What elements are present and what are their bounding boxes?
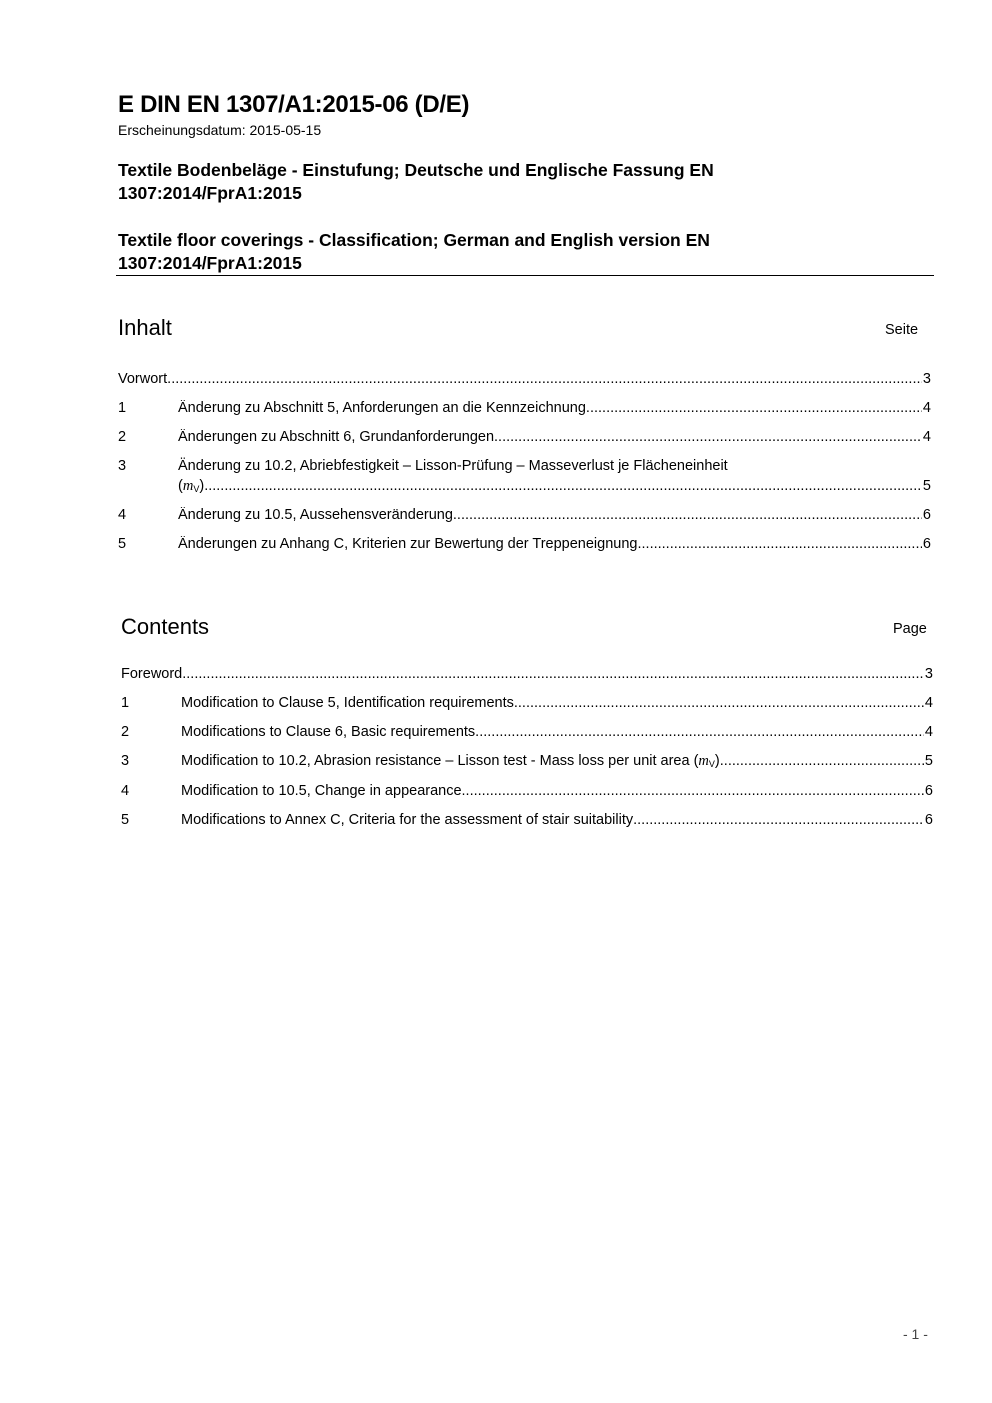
subscript-v: V <box>193 484 200 494</box>
toc-entry-page: 6 <box>924 783 933 799</box>
toc-entry-text: Foreword <box>121 666 183 682</box>
toc-entry-5[interactable] <box>118 536 931 556</box>
subscript-v: V <box>708 759 715 769</box>
toc-entry-text: Modifications to Clause 6, Basic requirements <box>181 724 476 740</box>
toc-entry-number: 5 <box>118 536 127 552</box>
toc-entry-page: 3 <box>922 371 931 387</box>
toc-entry-text: Änderungen zu Anhang C, Kriterien zur Bewertung der Treppeneignung <box>178 536 638 552</box>
toc-entry-text: Änderungen zu Abschnitt 6, Grundanforderungen <box>178 429 495 445</box>
title-german: Textile Bodenbeläge - Einstufung; Deutsche und Englische Fassung EN 1307:2014/FprA1:2015 <box>118 160 714 203</box>
toc-entry-3[interactable] <box>121 753 933 773</box>
dot-leader <box>637 536 921 552</box>
dot-leader <box>586 400 922 416</box>
text-close-paren: ) <box>714 753 720 769</box>
toc-entry-page: 6 <box>924 812 933 828</box>
toc-entry-4[interactable] <box>118 507 931 527</box>
toc-entry-page: 5 <box>922 478 931 494</box>
toc-entry-1[interactable] <box>121 695 933 715</box>
toc-entry-number: 4 <box>121 783 130 799</box>
toc-entry-text: Vorwort <box>118 371 168 387</box>
toc-entry-page: 3 <box>924 666 933 682</box>
page-number: - 1 - <box>903 1326 928 1342</box>
toc-entry-page: 5 <box>924 753 933 769</box>
document-title: E DIN EN 1307/A1:2015-06 (D/E) <box>118 91 470 118</box>
toc-entry-foreword[interactable] <box>118 371 931 391</box>
toc-entry-number: 2 <box>121 724 130 740</box>
dot-leader <box>633 812 924 828</box>
toc-entry-number: 3 <box>118 458 127 474</box>
toc-entry-text-line1: Änderung zu 10.2, Abriebfestigkeit – Lisson-Prüfung – Masseverlust je Flächeneinheit <box>178 458 728 474</box>
toc-page-label-seite: Seite <box>885 322 919 338</box>
toc-entry-2[interactable] <box>121 724 933 744</box>
publication-date: Erscheinungsdatum: 2015-05-15 <box>118 122 322 138</box>
toc-heading-inhalt: Inhalt <box>118 315 172 340</box>
toc-entry-foreword[interactable] <box>121 666 933 686</box>
toc-entry-text: Modifications to Annex C, Criteria for the assessment of stair suitability <box>181 812 634 828</box>
toc-entry-text: Modification to Clause 5, Identification requirements <box>181 695 514 711</box>
toc-entry-number: 1 <box>121 695 130 711</box>
toc-entry-number: 4 <box>118 507 127 523</box>
toc-entry-number: 2 <box>118 429 127 445</box>
toc-entry-page: 4 <box>924 724 933 740</box>
header-divider <box>116 275 934 276</box>
toc-entry-page: 6 <box>922 536 931 552</box>
toc-entry-2[interactable] <box>118 429 931 449</box>
toc-entry-text: Änderung zu Abschnitt 5, Anforderungen an die Kennzeichnung <box>178 400 586 416</box>
text-close-paren: ) <box>199 478 205 494</box>
toc-entry-number: 1 <box>118 400 127 416</box>
dot-leader <box>494 429 922 445</box>
toc-entry-3[interactable] <box>118 458 931 498</box>
toc-entry-4[interactable] <box>121 783 933 803</box>
title-english: Textile floor coverings - Classification; German and English version EN 1307:2014/FprA1:2015 <box>118 230 710 273</box>
toc-entry-page: 4 <box>922 400 931 416</box>
toc-entry-text: Änderung zu 10.5, Aussehensveränderung <box>178 507 453 523</box>
toc-page-label-page: Page <box>893 621 927 637</box>
dot-leader <box>204 478 922 494</box>
dot-leader <box>453 507 922 523</box>
toc-entry-text: Modification to 10.5, Change in appearance <box>181 783 462 799</box>
toc-entry-page: 6 <box>922 507 931 523</box>
variable-m: m <box>182 478 194 494</box>
text-main: Modification to 10.2, Abrasion resistance – Lisson test - Mass loss per unit area ( <box>181 753 699 769</box>
toc-entry-page: 4 <box>922 429 931 445</box>
toc-entry-page: 4 <box>924 695 933 711</box>
toc-entry-1[interactable] <box>118 400 931 420</box>
dot-leader <box>462 783 924 799</box>
toc-entry-text <box>181 753 720 770</box>
toc-entry-5[interactable] <box>121 812 933 832</box>
toc-heading-contents: Contents <box>121 614 210 639</box>
toc-entry-number: 3 <box>121 753 130 769</box>
text-open-paren: ( <box>178 478 183 494</box>
dot-leader <box>475 724 924 740</box>
dot-leader <box>514 695 924 711</box>
variable-m: m <box>698 753 709 769</box>
toc-entry-text-line2 <box>178 478 204 495</box>
toc-entry-number: 5 <box>121 812 130 828</box>
dot-leader <box>720 753 924 769</box>
dot-leader <box>182 666 924 682</box>
dot-leader <box>167 371 922 387</box>
